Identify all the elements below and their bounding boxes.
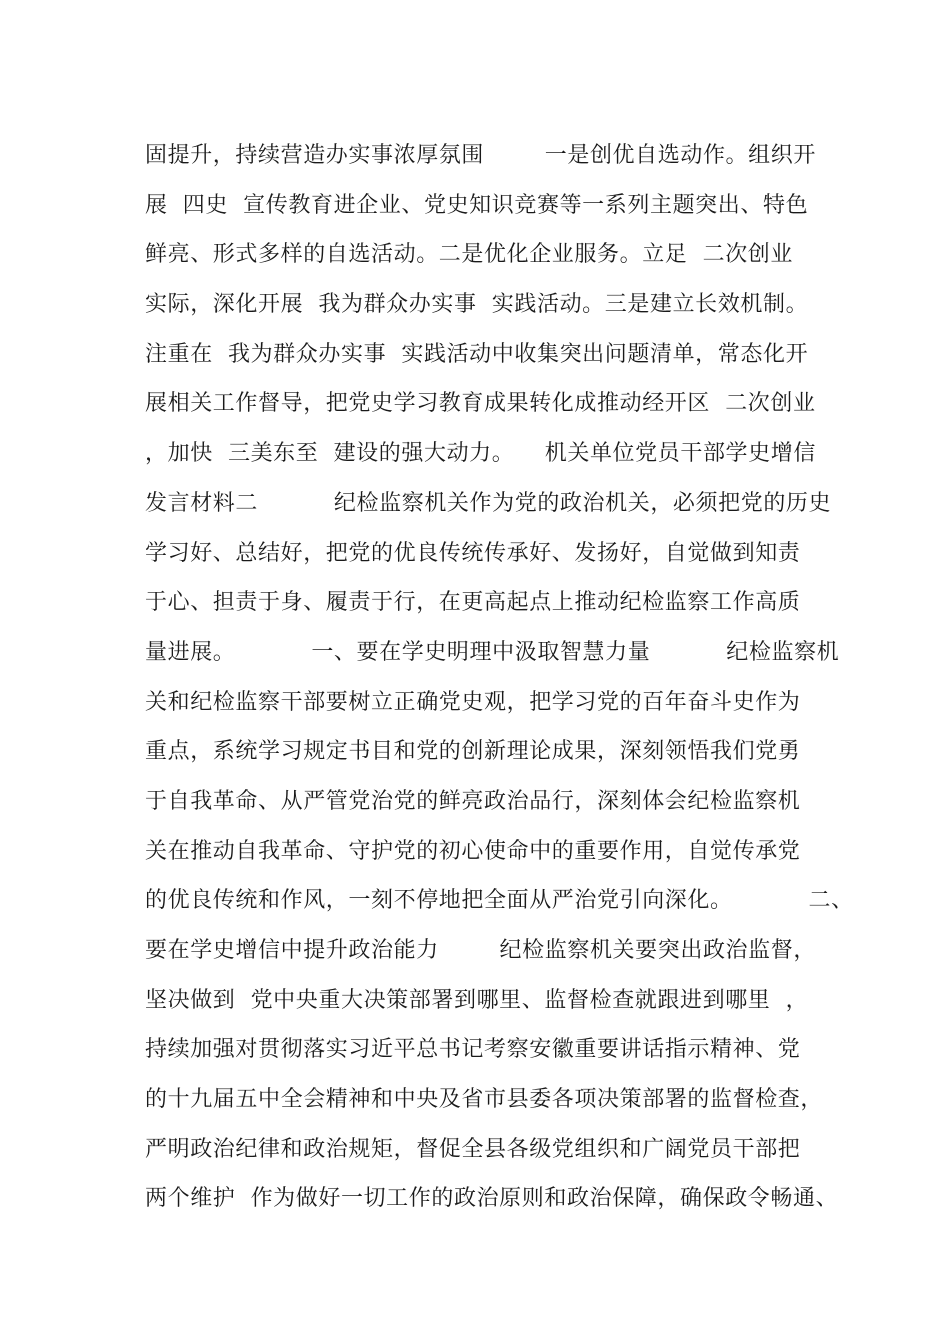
text-line: 坚决做到 党中央重大决策部署到哪里、监督检查就跟进到哪里 ，	[145, 987, 809, 1013]
text-line: ，加快 三美东至 建设的强大动力。 机关单位党员干部学史增信	[145, 441, 816, 467]
text-line: 的十九届五中全会精神和中央及省市县委各项决策部署的监督检查，	[145, 1087, 824, 1113]
text-line: 鲜亮、形式多样的自选活动。二是优化企业服务。立足 二次创业	[145, 242, 793, 268]
text-line: 于心、担责于身、履责于行，在更高起点上推动纪检监察工作高质	[145, 590, 801, 616]
text-line: 于自我革命、从严管党治党的鲜亮政治品行，深刻体会纪检监察机	[145, 788, 801, 814]
body-text	[145, 131, 854, 1224]
text-line: 展 四史 宣传教育进企业、党史知识竞赛等一系列主题突出、特色	[145, 192, 809, 218]
text-line: 重点，系统学习规定书目和党的创新理论成果，深刻领悟我们党勇	[145, 739, 801, 765]
text-line: 发言材料二 纪检监察机关作为党的政治机关，必须把党的历史	[145, 490, 832, 516]
text-line: 固提升，持续营造办实事浓厚氛围 一是创优自选动作。组织开	[145, 143, 816, 168]
text-line: 要在学史增信中提升政治能力 纪检监察机关要突出政治监督，	[145, 938, 816, 963]
text-line: 严明政治纪律和政治规矩，督促全县各级党组织和广阔党员干部把	[145, 1136, 801, 1162]
text-line: 注重在 我为群众办实事 实践活动中收集突出问题清单，常态化开	[145, 341, 809, 367]
text-line: 展相关工作督导，把党史学习教育成果转化成推动经开区 二次创业	[145, 391, 816, 417]
text-line: 实际，深化开展 我为群众办实事 实践活动。三是建立长效机制。	[145, 292, 809, 318]
text-line: 的优良传统和作风，一刻不停地把全面从严治党引向深化。 二、	[145, 888, 854, 914]
text-line: 学习好、总结好，把党的优良传统传承好、发扬好，自觉做到知责	[145, 540, 801, 566]
text-line: 关和纪检监察干部要树立正确党史观，把学习党的百年奋斗史作为	[145, 689, 801, 715]
text-line: 关在推动自我革命、守护党的初心使命中的重要作用，自觉传承党	[145, 838, 801, 864]
text-line: 两个维护 作为做好一切工作的政治原则和政治保障，确保政令畅通、	[145, 1186, 839, 1212]
text-line: 持续加强对贯彻落实习近平总书记考察安徽重要讲话指示精神、党	[145, 1037, 801, 1063]
text-line: 量进展。 一、要在学史明理中汲取智慧力量 纪检监察机	[145, 639, 840, 665]
